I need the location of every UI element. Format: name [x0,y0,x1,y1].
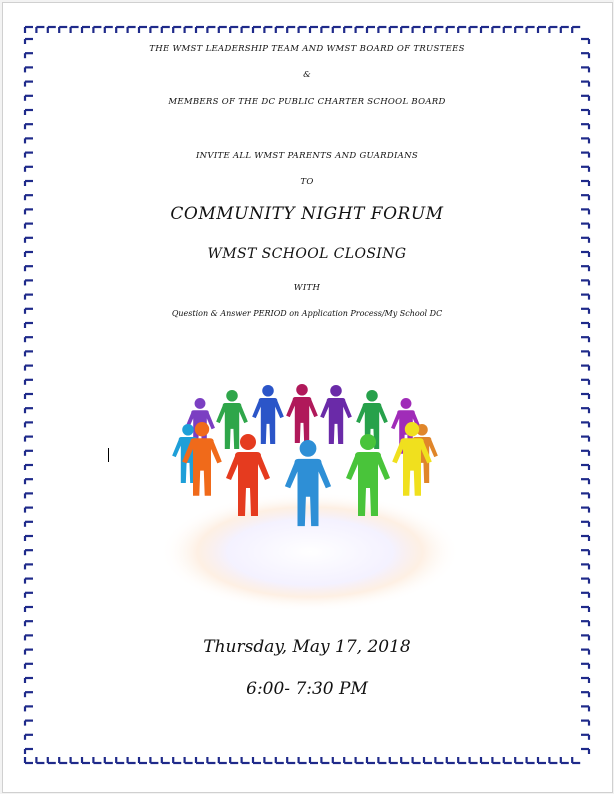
people-circle-image [150,382,470,622]
ampersand-line: & [303,70,311,80]
with-line: WITH [293,283,321,293]
to-line: TO [300,177,314,187]
board-line: MEMBERS OF THE DC PUBLIC CHARTER SCHOOL BOARD [168,97,446,107]
organizers-line: THE WMST LEADERSHIP TEAM AND WMST BOARD OF TRUSTEES [149,44,465,54]
event-title: COMMUNITY NIGHT FORUM [170,204,444,224]
invite-line: INVITE ALL WMST PARENTS AND GUARDIANS [196,151,418,161]
qa-line: Question & Answer PERIOD on Application Process/My School DC [171,309,443,318]
event-subtitle: WMST SCHOOL CLOSING [207,246,407,262]
event-date: Thursday, May 17, 2018 [203,637,411,657]
event-time: 6:00- 7:30 PM [246,679,368,699]
text-cursor [108,448,109,462]
